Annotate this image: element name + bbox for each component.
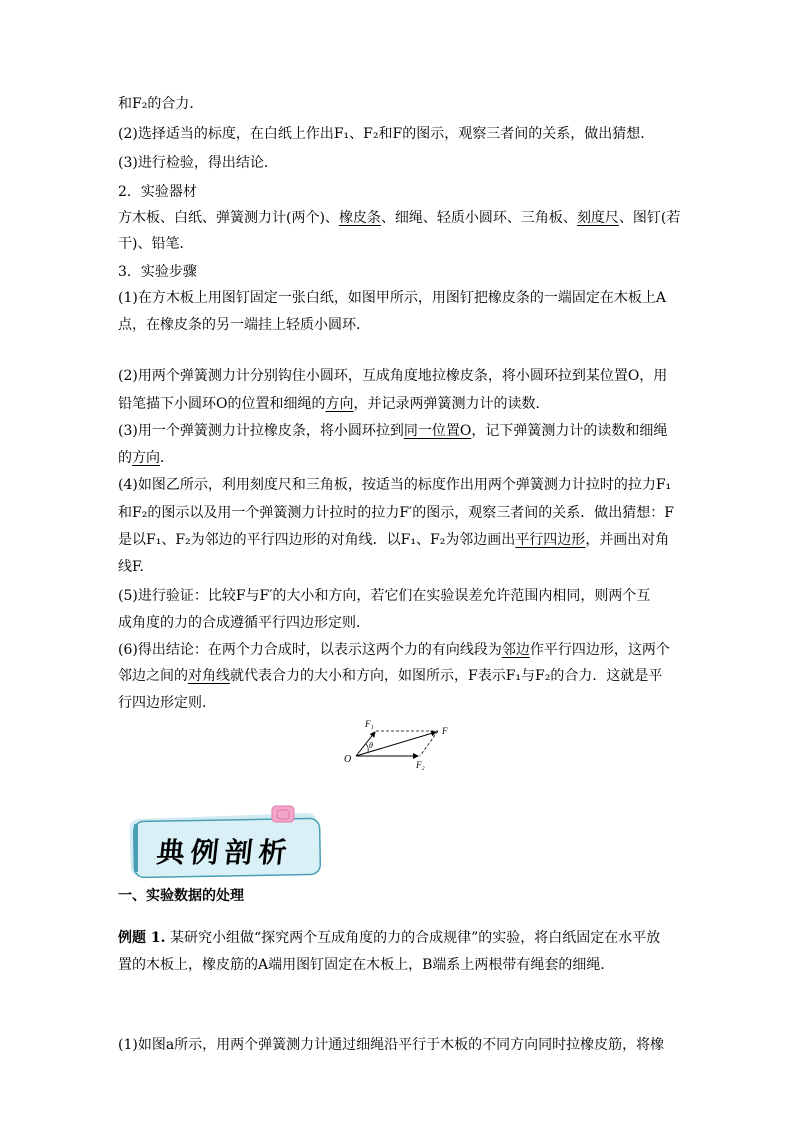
line-ex1a: 例题 1. 某研究小组做“探究两个互成角度的力的合成规律”的实验，将白纸固定在水平放 bbox=[118, 930, 661, 946]
label-f2: F₂ bbox=[416, 760, 425, 770]
line-p0: 和F₂的合力． bbox=[118, 96, 204, 112]
line-s6c: 行四边形定则． bbox=[118, 695, 216, 711]
angle-arc bbox=[366, 744, 368, 752]
line-s4a: (4)如图乙所示，利用刻度尺和三角板，按适当的标度作出用两个弹簧测力计拉时的拉力F₁ bbox=[118, 477, 672, 493]
line-s6b: 邻边之间的对角线就代表合力的大小和方向，如图所示，F表示F₁与F₂的合力．这就是平 bbox=[118, 668, 663, 684]
section-banner bbox=[126, 802, 326, 882]
heading-equipment: 2．实验器材 bbox=[118, 184, 197, 200]
line-s3b: 的方向． bbox=[118, 450, 174, 466]
line-ex1b: 置的木板上，橡皮筋的A端用图钉固定在木板上，B端系上两根带有绳套的细绳． bbox=[118, 957, 615, 973]
line-s5b: 成角度的力的合成遵循平行四边形定则． bbox=[118, 615, 370, 631]
line-s4c: 是以F₁、F₂为邻边的平行四边形的对角线．以F₁、F₂为邻边画出平行四边形，并画出对角 bbox=[118, 532, 670, 548]
line-p1: (2)选择适当的标度，在白纸上作出F₁、F₂和F的图示，观察三者间的关系，做出猜想． bbox=[118, 126, 655, 142]
line-s5a: (5)进行验证：比较F与F′的大小和方向，若它们在实验误差允许范围内相同，则两个互 bbox=[118, 588, 651, 604]
line-p3: 方木板、白纸、弹簧测力计(两个)、橡皮条、细绳、轻质小圆环、三角板、刻度尺、图钉(若 bbox=[118, 210, 681, 226]
line-s1a: (1)在方木板上用图钉固定一张白纸，如图甲所示，用图钉把橡皮条的一端固定在木板上A bbox=[118, 290, 666, 306]
parallelogram-diagram bbox=[338, 714, 458, 776]
paperclip-icon bbox=[272, 806, 294, 822]
line-s3a: (3)用一个弹簧测力计拉橡皮条，将小圆环拉到同一位置O，记下弹簧测力计的读数和细绳 bbox=[118, 423, 668, 439]
line-s4b: 和F₂的图示以及用一个弹簧测力计拉时的拉力F′的图示，观察三者间的关系．做出猜想：F bbox=[118, 505, 674, 521]
label-f: F bbox=[442, 726, 448, 736]
dashed-edge-right bbox=[420, 731, 438, 756]
line-p2: (3)进行检验，得出结论． bbox=[118, 155, 278, 171]
line-s2b: 铅笔描下小圆环O的位置和细绳的方向，并记录两弹簧测力计的读数． bbox=[118, 396, 550, 412]
heading-steps: 3．实验步骤 bbox=[118, 264, 197, 280]
label-theta: θ bbox=[369, 741, 373, 750]
line-s4d: 线F. bbox=[118, 559, 144, 575]
vector-f bbox=[356, 732, 436, 756]
line-s6a: (6)得出结论：在两个力合成时，以表示这两个力的有向线段为邻边作平行四边形，这两个 bbox=[118, 642, 670, 658]
label-o: O bbox=[344, 754, 352, 765]
label-f1: F₁ bbox=[365, 719, 374, 729]
line-ex1c: (1)如图a所示，用两个弹簧测力计通过细绳沿平行于木板的不同方向同时拉橡皮筋，将橡 bbox=[118, 1037, 665, 1053]
line-p3f: 干)、铅笔． bbox=[118, 236, 194, 252]
line-s2a: (2)用两个弹簧测力计分别钩住小圆环，互成角度地拉橡皮条，将小圆环拉到某位置O，用 bbox=[118, 368, 668, 384]
banner-title: 典例剖析 bbox=[154, 836, 295, 869]
line-s1b: 点，在橡皮条的另一端挂上轻质小圆环． bbox=[118, 317, 370, 333]
section-heading: 一、实验数据的处理 bbox=[118, 888, 244, 904]
